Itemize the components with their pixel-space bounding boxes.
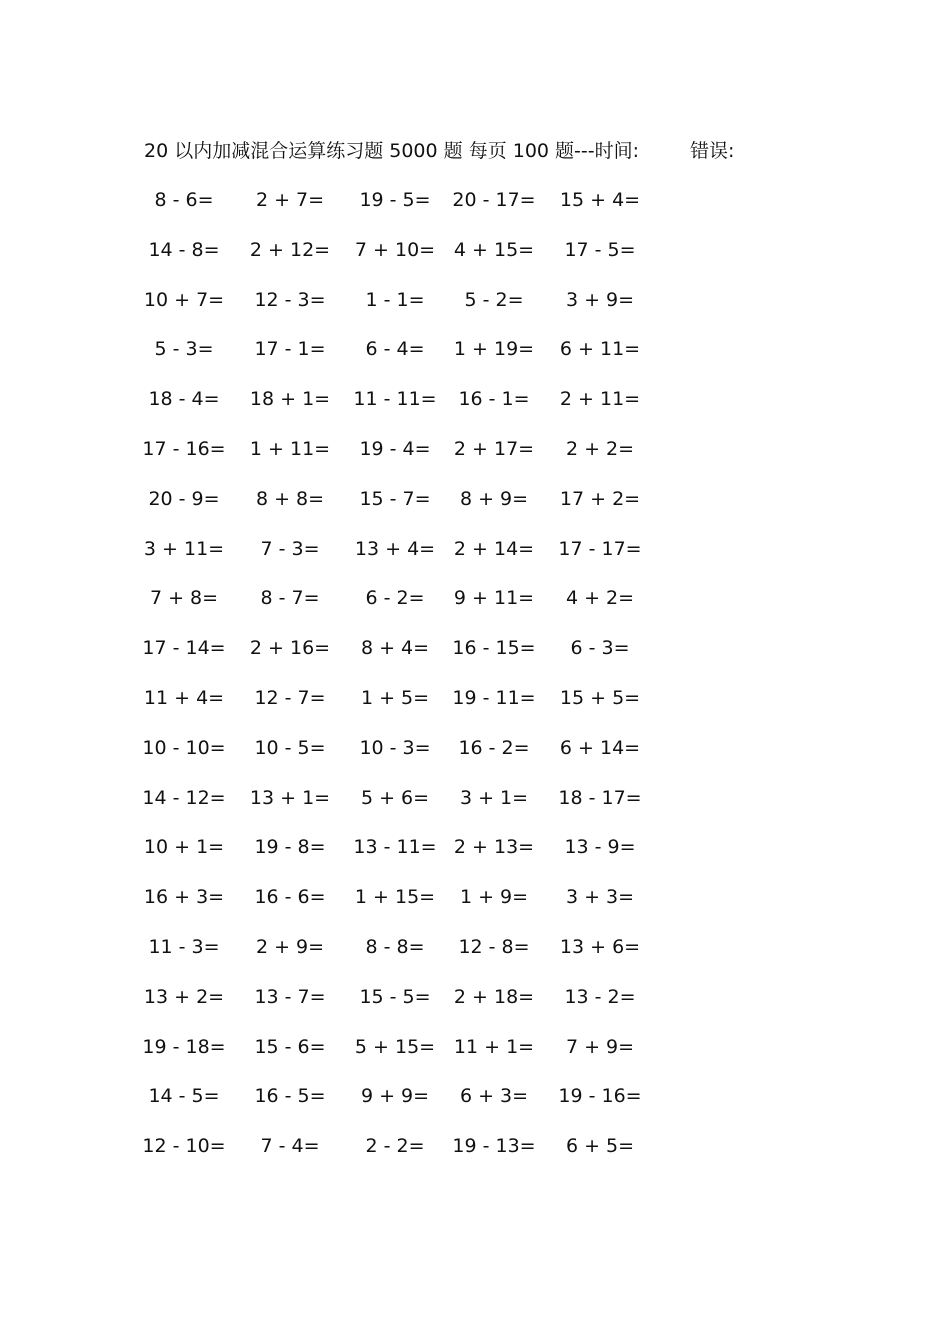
problem-item: 1 + 11= bbox=[249, 437, 331, 460]
problem-row bbox=[140, 831, 680, 881]
problem-item: 9 + 9= bbox=[360, 1085, 430, 1108]
problem-item: 4 + 2= bbox=[565, 587, 635, 610]
problem-row bbox=[140, 1080, 680, 1130]
problem-item: 13 + 1= bbox=[249, 786, 331, 809]
problem-item: 6 + 11= bbox=[559, 338, 641, 361]
problem-item: 8 - 7= bbox=[260, 587, 320, 610]
problem-item: 11 + 4= bbox=[143, 686, 225, 709]
problem-row bbox=[140, 931, 680, 981]
problem-item: 14 - 8= bbox=[148, 238, 220, 261]
problem-item: 13 - 7= bbox=[254, 985, 326, 1008]
problem-item: 19 - 8= bbox=[254, 836, 326, 859]
problem-item: 10 - 3= bbox=[359, 736, 431, 759]
problem-item: 18 - 17= bbox=[558, 786, 642, 809]
problem-row bbox=[140, 981, 680, 1031]
problem-item: 6 + 14= bbox=[559, 736, 641, 759]
problem-item: 15 + 4= bbox=[559, 189, 641, 211]
problem-item: 19 - 16= bbox=[558, 1085, 642, 1108]
problem-item: 15 - 6= bbox=[254, 1035, 326, 1058]
problem-item: 15 - 7= bbox=[359, 487, 431, 510]
problem-item: 1 + 19= bbox=[453, 338, 535, 361]
problem-item: 3 + 3= bbox=[565, 886, 635, 909]
problem-grid bbox=[140, 184, 680, 1180]
problem-item: 13 - 9= bbox=[564, 836, 636, 859]
problem-item: 8 + 9= bbox=[459, 487, 529, 510]
problem-row bbox=[140, 333, 680, 383]
problem-row bbox=[140, 433, 680, 483]
problem-item: 18 + 1= bbox=[249, 388, 331, 411]
problem-item: 7 + 9= bbox=[565, 1035, 635, 1058]
problem-item: 5 - 2= bbox=[464, 288, 524, 311]
problem-row bbox=[140, 483, 680, 533]
problem-item: 2 + 16= bbox=[249, 637, 331, 660]
problem-item: 1 + 9= bbox=[459, 886, 529, 909]
problem-row bbox=[140, 582, 680, 632]
problem-row bbox=[140, 533, 680, 583]
problem-item: 1 + 15= bbox=[354, 886, 436, 909]
problem-item: 17 - 1= bbox=[254, 338, 326, 361]
problem-item: 2 + 12= bbox=[249, 238, 331, 261]
problem-item: 17 - 5= bbox=[564, 238, 636, 261]
problem-item: 6 + 5= bbox=[565, 1135, 635, 1158]
problem-item: 16 - 2= bbox=[458, 736, 530, 759]
problem-item: 7 - 3= bbox=[260, 537, 320, 560]
problem-item: 19 - 11= bbox=[452, 686, 536, 709]
problem-item: 16 - 1= bbox=[458, 388, 530, 411]
problem-item: 12 - 3= bbox=[254, 288, 326, 311]
problem-item: 10 - 10= bbox=[142, 736, 226, 759]
problem-row bbox=[140, 234, 680, 284]
problem-item: 19 - 18= bbox=[142, 1035, 226, 1058]
problem-item: 14 - 5= bbox=[148, 1085, 220, 1108]
problem-item: 19 - 5= bbox=[359, 189, 431, 211]
problem-item: 8 - 8= bbox=[365, 935, 425, 958]
problem-item: 2 + 7= bbox=[255, 189, 325, 211]
problem-item: 2 + 11= bbox=[559, 388, 641, 411]
problem-row bbox=[140, 1130, 680, 1180]
problem-item: 2 + 14= bbox=[453, 537, 535, 560]
worksheet-header bbox=[144, 136, 735, 166]
problem-item: 16 + 3= bbox=[143, 886, 225, 909]
problem-item: 1 - 1= bbox=[365, 288, 425, 311]
problem-row bbox=[140, 184, 680, 234]
problem-item: 15 - 5= bbox=[359, 985, 431, 1008]
problem-item: 12 - 8= bbox=[458, 935, 530, 958]
problem-item: 6 - 3= bbox=[570, 637, 630, 660]
problem-item: 11 - 3= bbox=[148, 935, 220, 958]
problem-item: 6 - 2= bbox=[365, 587, 425, 610]
problem-item: 2 + 13= bbox=[453, 836, 535, 859]
problem-item: 6 - 4= bbox=[365, 338, 425, 361]
problem-item: 20 - 17= bbox=[452, 189, 536, 211]
problem-item: 2 + 9= bbox=[255, 935, 325, 958]
problem-row bbox=[140, 732, 680, 782]
problem-item: 16 - 15= bbox=[452, 637, 536, 660]
problem-row bbox=[140, 682, 680, 732]
problem-item: 10 + 7= bbox=[143, 288, 225, 311]
problem-row bbox=[140, 1031, 680, 1081]
problem-item: 8 + 4= bbox=[360, 637, 430, 660]
problem-item: 7 + 8= bbox=[149, 587, 219, 610]
problem-item: 12 - 7= bbox=[254, 686, 326, 709]
problem-item: 3 + 9= bbox=[565, 288, 635, 311]
problem-item: 13 - 2= bbox=[564, 985, 636, 1008]
problem-item: 17 - 14= bbox=[142, 637, 226, 660]
problem-item: 5 + 6= bbox=[360, 786, 430, 809]
problem-item: 11 + 1= bbox=[453, 1035, 535, 1058]
problem-item: 4 + 15= bbox=[453, 238, 535, 261]
problem-item: 10 + 1= bbox=[143, 836, 225, 859]
problem-row bbox=[140, 383, 680, 433]
problem-item: 8 + 8= bbox=[255, 487, 325, 510]
problem-item: 13 + 6= bbox=[559, 935, 641, 958]
problem-item: 17 - 17= bbox=[558, 537, 642, 560]
problem-item: 7 + 10= bbox=[354, 238, 436, 261]
problem-item: 20 - 9= bbox=[148, 487, 220, 510]
problem-row bbox=[140, 782, 680, 832]
problem-row bbox=[140, 284, 680, 334]
problem-item: 19 - 4= bbox=[359, 437, 431, 460]
problem-item: 1 + 5= bbox=[360, 686, 430, 709]
problem-item: 5 + 15= bbox=[354, 1035, 436, 1058]
problem-item: 16 - 6= bbox=[254, 886, 326, 909]
problem-row bbox=[140, 632, 680, 682]
problem-item: 16 - 5= bbox=[254, 1085, 326, 1108]
problem-item: 8 - 6= bbox=[154, 189, 214, 211]
problem-item: 5 - 3= bbox=[154, 338, 214, 361]
problem-item: 2 + 18= bbox=[453, 985, 535, 1008]
problem-item: 3 + 1= bbox=[459, 786, 529, 809]
problem-row bbox=[140, 881, 680, 931]
problem-item: 9 + 11= bbox=[453, 587, 535, 610]
problem-item: 12 - 10= bbox=[142, 1135, 226, 1158]
problem-item: 2 + 17= bbox=[453, 437, 535, 460]
problem-item: 15 + 5= bbox=[559, 686, 641, 709]
problem-item: 19 - 13= bbox=[452, 1135, 536, 1158]
problem-item: 11 - 11= bbox=[353, 388, 437, 411]
problem-item: 10 - 5= bbox=[254, 736, 326, 759]
problem-item: 13 + 2= bbox=[143, 985, 225, 1008]
problem-item: 18 - 4= bbox=[148, 388, 220, 411]
problem-item: 17 + 2= bbox=[559, 487, 641, 510]
error-label: 错误: bbox=[690, 140, 735, 162]
worksheet-title: 20 以内加减混合运算练习题 5000 题 每页 100 题---时间: bbox=[144, 140, 640, 162]
problem-item: 2 + 2= bbox=[565, 437, 635, 460]
problem-item: 7 - 4= bbox=[260, 1135, 320, 1158]
problem-item: 17 - 16= bbox=[142, 437, 226, 460]
problem-item: 6 + 3= bbox=[459, 1085, 529, 1108]
problem-item: 13 - 11= bbox=[353, 836, 437, 859]
problem-item: 13 + 4= bbox=[354, 537, 436, 560]
problem-item: 3 + 11= bbox=[143, 537, 225, 560]
problem-item: 14 - 12= bbox=[142, 786, 226, 809]
problem-item: 2 - 2= bbox=[365, 1135, 425, 1158]
